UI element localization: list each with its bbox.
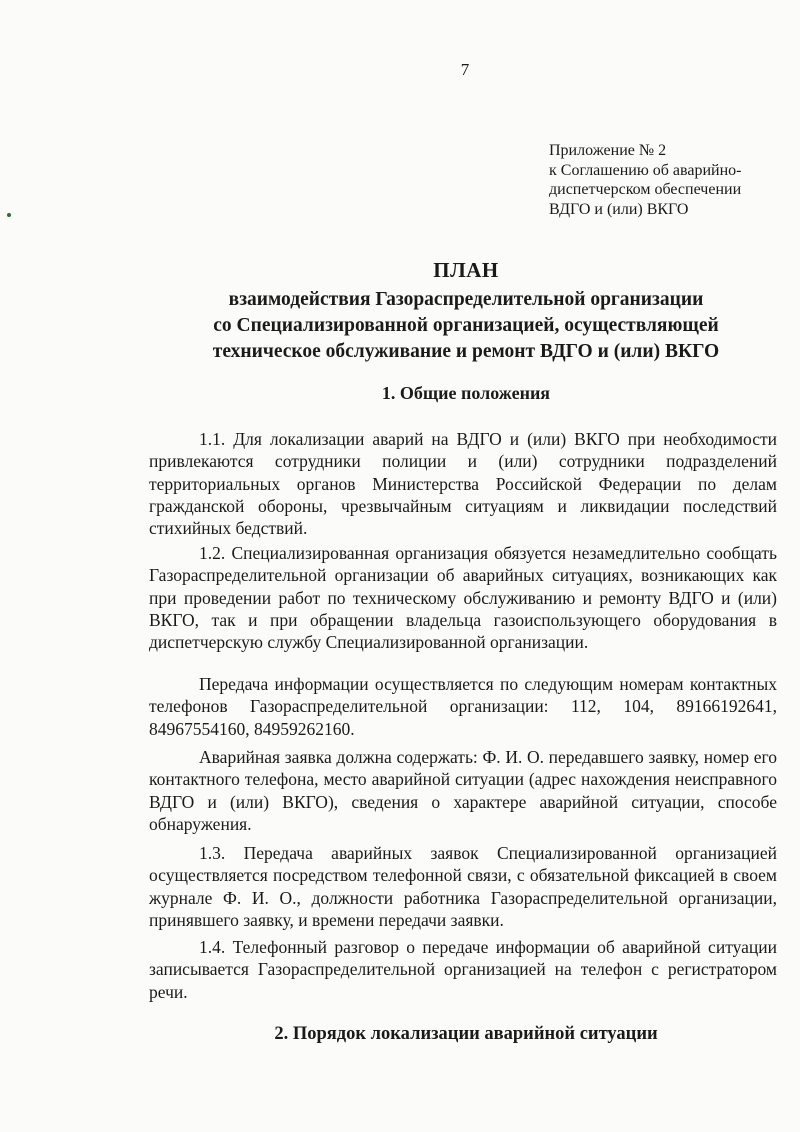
- appendix-line: к Соглашению об аварийно-: [549, 161, 742, 179]
- title-line: со Специализированной организацией, осуществляющей: [213, 315, 719, 336]
- appendix-note: [549, 141, 741, 219]
- page-number: 7: [460, 60, 470, 79]
- title-line: техническое обслуживание и ремонт ВДГО и (или) ВКГО: [212, 341, 720, 362]
- paragraph-1-4: [149, 936, 777, 1003]
- paragraph-text: Передача информации осуществляется по следующим номерам контактных телефонов Газораспределительной организации: 112, 104, 89166192641, 84967554160, 84959262160.: [149, 674, 777, 739]
- appendix-line: Приложение № 2: [549, 142, 667, 159]
- appendix-line: диспетчерском обеспечении: [549, 181, 742, 198]
- appendix-line: ВДГО и (или) ВКГО: [549, 200, 689, 218]
- paragraph-1-3: [149, 842, 777, 931]
- title-main: ПЛАН: [433, 258, 499, 282]
- paragraph-text: 1.1. Для локализации аварий на ВДГО и (или) ВКГО при необходимости привлекаются сотрудники полиции и (или) сотрудники подразделений территориальных органов Министерства Российской Федерации по делам гражданской обороны, чрезвычайным ситуациям и ликвидации последствий стихийных бедствий.: [149, 429, 777, 539]
- paragraph-text: 1.3. Передача аварийных заявок Специализированной организацией осуществляется посредством телефонной связи, с обязательной фиксацией в своем журнале Ф. И. О., должности работника Газораспределительной организации, принявшего заявку, и времени передачи заявки.: [149, 843, 777, 930]
- paragraph-text: Аварийная заявка должна содержать: Ф. И. О. передавшего заявку, номер его контактного телефона, место аварийной ситуации (адрес нахождения неисправного ВДГО и (или) ВКГО), сведения о характере аварийной ситуации, способе обнаружения.: [149, 747, 777, 834]
- scan-speck: [7, 213, 11, 217]
- paragraph-1-1: [149, 428, 777, 539]
- paragraph-emergency-request: [149, 746, 777, 835]
- paragraph-text: 1.4. Телефонный разговор о передаче информации об аварийной ситуации записывается Газораспределительной организацией на телефон с регистратором речи.: [149, 937, 777, 1002]
- section-heading-2: 2. Порядок локализации аварийной ситуации: [274, 1024, 658, 1044]
- section-heading-1: 1. Общие положения: [381, 383, 551, 403]
- title-line: взаимодействия Газораспределительной организации: [228, 289, 704, 310]
- paragraph-text: 1.2. Специализированная организация обязуется незамедлительно сообщать Газораспределительной организации об аварийных ситуациях, возникающих как при проведении работ по техническому обслуживанию и ремонту ВДГО и (или) ВКГО, так и при обращении владельца газоиспользующего оборудования в диспетчерскую службу Специализированной организации.: [149, 543, 777, 653]
- document-title: [150, 253, 782, 365]
- paragraph-transfer-info: [149, 673, 777, 740]
- paragraph-1-2: [149, 542, 777, 653]
